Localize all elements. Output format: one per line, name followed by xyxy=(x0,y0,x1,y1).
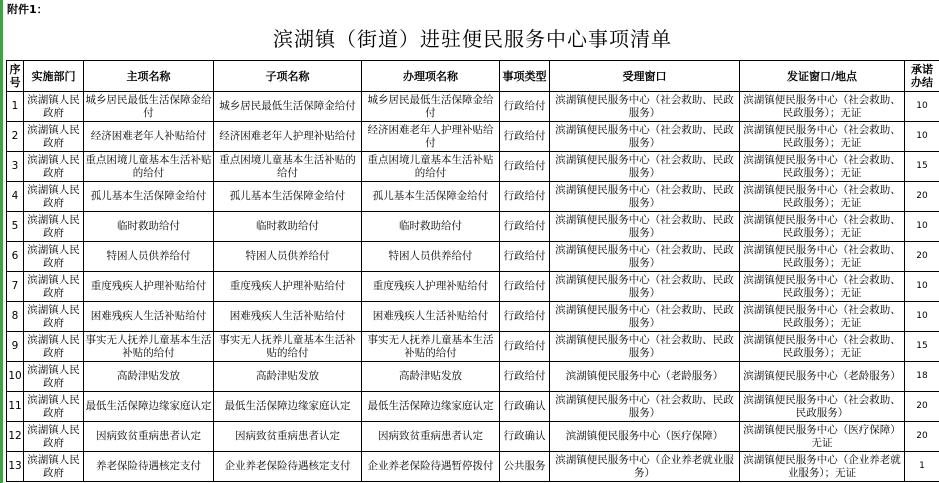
cell-promised-days[interactable]: 10 xyxy=(905,272,939,302)
cell-sub-item[interactable]: 孤儿基本生活保障金给付 xyxy=(214,182,362,212)
cell-department[interactable]: 滨湖镇人民政府 xyxy=(24,212,84,242)
cell-sub-item[interactable]: 因病致贫重病患者认定 xyxy=(214,422,362,452)
cell-handling-item[interactable]: 事实无人抚养儿童基本生活补贴的给付 xyxy=(362,332,500,362)
cell-promised-days[interactable]: 10 xyxy=(905,302,939,332)
cell-acceptance-window[interactable]: 滨湖镇便民服务中心（社会救助、民政服务） xyxy=(550,212,740,242)
cell-seq[interactable]: 2 xyxy=(7,122,24,152)
cell-main-item[interactable]: 困难残疾人生活补贴给付 xyxy=(84,302,214,332)
table-row xyxy=(7,122,939,152)
cell-department[interactable]: 滨湖镇人民政府 xyxy=(24,152,84,182)
table-body xyxy=(7,92,939,482)
cell-sub-item[interactable]: 重度残疾人护理补贴给付 xyxy=(214,272,362,302)
cell-seq[interactable]: 5 xyxy=(7,212,24,242)
cell-sub-item[interactable]: 企业养老保险待遇核定支付 xyxy=(214,452,362,482)
cell-seq[interactable]: 13 xyxy=(7,452,24,482)
cell-sub-item[interactable]: 重点困境儿童基本生活补贴的给付 xyxy=(214,152,362,182)
cell-seq[interactable]: 7 xyxy=(7,272,24,302)
cell-main-item[interactable]: 城乡居民最低生活保障金给付 xyxy=(84,92,214,122)
cell-certificate-window[interactable]: 滨湖镇便民服务中心（社会救助、民政服务） xyxy=(740,392,905,422)
header-main-item[interactable]: 主项名称 xyxy=(84,61,214,92)
cell-certificate-window[interactable]: 滨湖镇便民服务中心（社会救助、民政服务）；无证 xyxy=(740,212,905,242)
cell-seq[interactable]: 12 xyxy=(7,422,24,452)
cell-acceptance-window[interactable]: 滨湖镇便民服务中心（医疗保障） xyxy=(550,422,740,452)
cell-main-item[interactable]: 高龄津贴发放 xyxy=(84,362,214,392)
cell-promised-days[interactable]: 10 xyxy=(905,122,939,152)
cell-handling-item[interactable]: 困难残疾人生活补贴给付 xyxy=(362,302,500,332)
table-row xyxy=(7,152,939,182)
cell-item-type[interactable]: 公共服务 xyxy=(500,452,550,482)
cell-item-type[interactable]: 行政确认 xyxy=(500,422,550,452)
header-seq[interactable]: 序号 xyxy=(7,61,24,92)
cell-department[interactable]: 滨湖镇人民政府 xyxy=(24,392,84,422)
cell-main-item[interactable]: 特困人员供养给付 xyxy=(84,242,214,272)
header-sub-item[interactable]: 子项名称 xyxy=(214,61,362,92)
cell-main-item[interactable]: 重度残疾人护理补贴给付 xyxy=(84,272,214,302)
cell-handling-item[interactable]: 临时救助给付 xyxy=(362,212,500,242)
cell-item-type[interactable]: 行政给付 xyxy=(500,302,550,332)
cell-seq[interactable]: 9 xyxy=(7,332,24,362)
attachment-label: 附件1： xyxy=(7,3,48,16)
cell-item-type[interactable]: 行政给付 xyxy=(500,332,550,362)
cell-department[interactable]: 滨湖镇人民政府 xyxy=(24,452,84,482)
cell-department[interactable]: 滨湖镇人民政府 xyxy=(24,182,84,212)
cell-item-type[interactable]: 行政给付 xyxy=(500,212,550,242)
cell-department[interactable]: 滨湖镇人民政府 xyxy=(24,122,84,152)
cell-acceptance-window[interactable]: 滨湖镇便民服务中心（社会救助、民政服务） xyxy=(550,332,740,362)
cell-acceptance-window[interactable]: 滨湖镇便民服务中心（社会救助、民政服务） xyxy=(550,272,740,302)
cell-certificate-window[interactable]: 滨湖镇便民服务中心（社会救助、民政服务）；无证 xyxy=(740,152,905,182)
cell-acceptance-window[interactable]: 滨湖镇便民服务中心（社会救助、民政服务） xyxy=(550,92,740,122)
header-item-type[interactable]: 事项类型 xyxy=(500,61,550,92)
cell-sub-item[interactable]: 经济困难老年人护理补贴给付 xyxy=(214,122,362,152)
cell-department[interactable]: 滨湖镇人民政府 xyxy=(24,92,84,122)
cell-certificate-window[interactable]: 滨湖镇便民服务中心（老龄服务） xyxy=(740,362,905,392)
table-row xyxy=(7,392,939,422)
cell-handling-item[interactable]: 企业养老保险待遇暂停拨付 xyxy=(362,452,500,482)
cell-main-item[interactable]: 经济困难老年人补贴给付 xyxy=(84,122,214,152)
cell-seq[interactable]: 11 xyxy=(7,392,24,422)
cell-certificate-window[interactable]: 滨湖镇便民服务中心（社会救助、民政服务）；无证 xyxy=(740,332,905,362)
cell-sub-item[interactable]: 事实无人抚养儿童基本生活补贴的给付 xyxy=(214,332,362,362)
cell-acceptance-window[interactable]: 滨湖镇便民服务中心（社会救助、民政服务） xyxy=(550,182,740,212)
cell-certificate-window[interactable]: 滨湖镇便民服务中心（医疗保障）无证 xyxy=(740,422,905,452)
cell-seq[interactable]: 4 xyxy=(7,182,24,212)
cell-promised-days[interactable]: 20 xyxy=(905,392,939,422)
cell-acceptance-window[interactable]: 滨湖镇便民服务中心（社会救助、民政服务） xyxy=(550,152,740,182)
cell-certificate-window[interactable]: 滨湖镇便民服务中心（社会救助、民政服务）；无证 xyxy=(740,242,905,272)
cell-seq[interactable]: 3 xyxy=(7,152,24,182)
cell-handling-item[interactable]: 因病致贫重病患者认定 xyxy=(362,422,500,452)
cell-promised-days[interactable]: 18 xyxy=(905,362,939,392)
table-row xyxy=(7,422,939,452)
cell-department[interactable]: 滨湖镇人民政府 xyxy=(24,302,84,332)
table-row xyxy=(7,182,939,212)
cell-certificate-window[interactable]: 滨湖镇便民服务中心（企业养老就业服务）；无证 xyxy=(740,452,905,482)
cell-sub-item[interactable]: 城乡居民最低生活保障金给付 xyxy=(214,92,362,122)
cell-handling-item[interactable]: 特困人员供养给付 xyxy=(362,242,500,272)
cell-promised-days[interactable]: 10 xyxy=(905,212,939,242)
page-title: 滨湖镇（街道）进驻便民服务中心事项清单 xyxy=(273,27,672,51)
cell-main-item[interactable]: 养老保险待遇核定支付 xyxy=(84,452,214,482)
cell-handling-item[interactable]: 城乡居民最低生活保障金给付 xyxy=(362,92,500,122)
cell-item-type[interactable]: 行政给付 xyxy=(500,242,550,272)
cell-sub-item[interactable]: 临时救助给付 xyxy=(214,212,362,242)
cell-department[interactable]: 滨湖镇人民政府 xyxy=(24,332,84,362)
header-promised-days[interactable]: 承诺办结 xyxy=(905,61,939,92)
cell-acceptance-window[interactable]: 滨湖镇便民服务中心（社会救助、民政服务） xyxy=(550,392,740,422)
cell-acceptance-window[interactable]: 滨湖镇便民服务中心（社会救助、民政服务） xyxy=(550,242,740,272)
cell-main-item[interactable]: 事实无人抚养儿童基本生活补贴的给付 xyxy=(84,332,214,362)
cell-certificate-window[interactable]: 滨湖镇便民服务中心（社会救助、民政服务）；无证 xyxy=(740,182,905,212)
cell-item-type[interactable]: 行政给付 xyxy=(500,152,550,182)
cell-acceptance-window[interactable]: 滨湖镇便民服务中心（社会救助、民政服务） xyxy=(550,122,740,152)
table-row xyxy=(7,272,939,302)
cell-department[interactable]: 滨湖镇人民政府 xyxy=(24,242,84,272)
cell-certificate-window[interactable]: 滨湖镇便民服务中心（社会救助、民政服务）；无证 xyxy=(740,122,905,152)
cell-item-type[interactable]: 行政给付 xyxy=(500,92,550,122)
cell-handling-item[interactable]: 经济困难老年人护理补贴给付 xyxy=(362,122,500,152)
cell-sub-item[interactable]: 高龄津贴发放 xyxy=(214,362,362,392)
header-certificate-window[interactable]: 发证窗口/地点 xyxy=(740,61,905,92)
cell-sub-item[interactable]: 特困人员供养给付 xyxy=(214,242,362,272)
cell-main-item[interactable]: 孤儿基本生活保障金给付 xyxy=(84,182,214,212)
cell-item-type[interactable]: 行政给付 xyxy=(500,272,550,302)
header-acceptance-window[interactable]: 受理窗口 xyxy=(550,61,740,92)
table-row xyxy=(7,362,939,392)
cell-handling-item[interactable]: 最低生活保障边缘家庭认定 xyxy=(362,392,500,422)
cell-seq[interactable]: 6 xyxy=(7,242,24,272)
cell-item-type[interactable]: 行政给付 xyxy=(500,182,550,212)
cell-seq[interactable]: 10 xyxy=(7,362,24,392)
cell-promised-days[interactable]: 10 xyxy=(905,92,939,122)
cell-acceptance-window[interactable]: 滨湖镇便民服务中心（企业养老就业服务） xyxy=(550,452,740,482)
cell-certificate-window[interactable]: 滨湖镇便民服务中心（社会救助、民政服务）；无证 xyxy=(740,302,905,332)
cell-department[interactable]: 滨湖镇人民政府 xyxy=(24,422,84,452)
cell-sub-item[interactable]: 困难残疾人生活补贴给付 xyxy=(214,302,362,332)
cell-handling-item[interactable]: 重点困境儿童基本生活补贴的给付 xyxy=(362,152,500,182)
cell-seq[interactable]: 8 xyxy=(7,302,24,332)
cell-acceptance-window[interactable]: 滨湖镇便民服务中心（老龄服务） xyxy=(550,362,740,392)
table-row xyxy=(7,452,939,482)
cell-promised-days[interactable]: 1 xyxy=(905,452,939,482)
table-row xyxy=(7,92,939,122)
cell-sub-item[interactable]: 最低生活保障边缘家庭认定 xyxy=(214,392,362,422)
cell-certificate-window[interactable]: 滨湖镇便民服务中心（社会救助、民政服务）；无证 xyxy=(740,92,905,122)
cell-promised-days[interactable]: 15 xyxy=(905,332,939,362)
cell-main-item[interactable]: 最低生活保障边缘家庭认定 xyxy=(84,392,214,422)
header-department[interactable]: 实施部门 xyxy=(24,61,84,92)
table-row xyxy=(7,302,939,332)
cell-main-item[interactable]: 重点困境儿童基本生活补贴的给付 xyxy=(84,152,214,182)
table-row xyxy=(7,242,939,272)
cell-seq[interactable]: 1 xyxy=(7,92,24,122)
cell-item-type[interactable]: 行政确认 xyxy=(500,392,550,422)
header-row xyxy=(7,61,939,92)
cell-promised-days[interactable]: 20 xyxy=(905,422,939,452)
cell-handling-item[interactable]: 重度残疾人护理补贴给付 xyxy=(362,272,500,302)
cell-department[interactable]: 滨湖镇人民政府 xyxy=(24,362,84,392)
cell-handling-item[interactable]: 高龄津贴发放 xyxy=(362,362,500,392)
cell-item-type[interactable]: 行政给付 xyxy=(500,362,550,392)
table-row xyxy=(7,332,939,362)
cell-item-type[interactable]: 行政给付 xyxy=(500,122,550,152)
table-row xyxy=(7,212,939,242)
cell-certificate-window[interactable]: 滨湖镇便民服务中心（社会救助、民政服务）；无证 xyxy=(740,272,905,302)
cell-handling-item[interactable]: 孤儿基本生活保障金给付 xyxy=(362,182,500,212)
header-handling-item[interactable]: 办理项名称 xyxy=(362,61,500,92)
service-items-table xyxy=(6,60,939,482)
cell-main-item[interactable]: 临时救助给付 xyxy=(84,212,214,242)
cell-promised-days[interactable]: 15 xyxy=(905,152,939,182)
cell-promised-days[interactable]: 20 xyxy=(905,242,939,272)
cell-acceptance-window[interactable]: 滨湖镇便民服务中心（社会救助、民政服务） xyxy=(550,302,740,332)
cell-main-item[interactable]: 因病致贫重病患者认定 xyxy=(84,422,214,452)
cell-promised-days[interactable]: 20 xyxy=(905,182,939,212)
cell-department[interactable]: 滨湖镇人民政府 xyxy=(24,272,84,302)
